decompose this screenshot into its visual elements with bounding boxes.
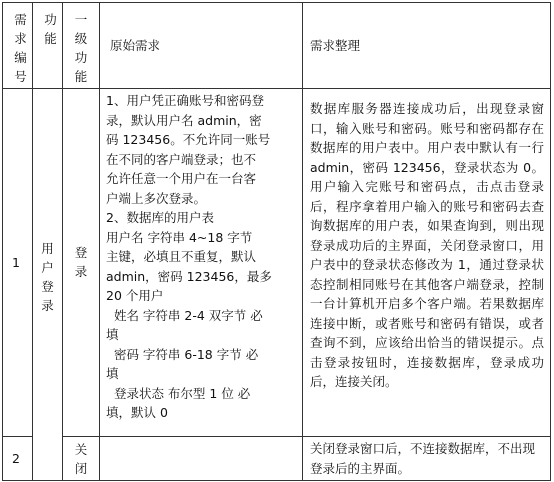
original-requirement-line: 密码 字符串 6-18 字节 必 — [106, 346, 259, 362]
original-requirement-line: 用户名 字符串 4~18 字节 — [106, 229, 253, 245]
original-requirement-line: admin，密码 123456，最多 — [106, 268, 272, 284]
original-requirement-line: 2、数据库的用户表 — [106, 210, 214, 225]
row-1-id: 1 — [3, 89, 33, 437]
original-requirement-line: 姓名 字符串 2-4 双字节 必 — [106, 307, 263, 323]
original-requirement-line: 填，默认 0 — [106, 405, 168, 420]
original-requirement-line: 码 123456。不允许同一账号 — [106, 132, 271, 147]
table-row — [3, 89, 551, 437]
header-sub-function: 一级功能 — [63, 3, 100, 89]
row-1-function: 用户登录 — [33, 89, 63, 481]
header-original-requirement: 原始需求 — [100, 3, 303, 89]
header-req-id: 需求编号 — [3, 3, 33, 89]
table-row — [3, 437, 551, 481]
original-requirement-line: 登录状态 布尔型 1 位 必 — [106, 385, 251, 401]
header-function: 功能 — [33, 3, 63, 89]
original-requirement-line: 允许任意一个用户在一台客 — [106, 171, 257, 186]
requirements-table — [2, 2, 551, 481]
original-requirement-line: 主键，必填且不重复，默认 — [106, 249, 257, 264]
original-requirement-line: 户端上多次登录。 — [106, 190, 207, 206]
row-2-original-requirement — [100, 437, 303, 481]
row-1-requirement-summary: 数据库服务器连接成功后，出现登录窗口，输入账号和密码。账号和密码都存在数据库的用户表中。用户表中默认有一行 admin，密码 123456，登录状态为 0。用户输入完账号和密码点，击点击登录后，程序拿着用户输入的账号和密码去查询数据库的用户表，如果查询到，则出现登录成功后的主界面，关闭登录窗口，用户表中的登录状态修改为 1，通过登录状态控制相同账号在其他客户端登录，控制一台计算机开启多个客户端。若果数据库连接中断，或者账号和密码有错误，或者查询不到，应该给出恰当的错误提示。点击登录按钮时，连接数据库，登录成功后，连接关闭。 — [303, 89, 551, 437]
original-requirement-line: 1、用户凭正确账号和密码登 — [106, 93, 264, 108]
row-2-id: 2 — [3, 437, 33, 481]
row-2-requirement-summary: 关闭登录窗口后，不连接数据库，不出现登录后的主界面。 — [303, 437, 551, 481]
original-requirement-line: 填 — [106, 366, 119, 381]
original-requirement-line: 20 个用户 — [106, 288, 164, 303]
row-1-original-requirement — [100, 89, 303, 437]
original-requirement-line: 录，默认用户名 admin，密 — [106, 112, 262, 128]
original-requirement-line: 填 — [106, 327, 119, 342]
header-row — [3, 3, 551, 89]
original-requirement-lines — [106, 91, 302, 423]
original-requirement-line: 在不同的客户端登录；也不 — [106, 151, 257, 167]
row-2-sub-function: 关闭 — [63, 437, 100, 481]
header-requirement-summary: 需求整理 — [303, 3, 551, 89]
row-1-sub-function: 登录 — [63, 89, 100, 437]
